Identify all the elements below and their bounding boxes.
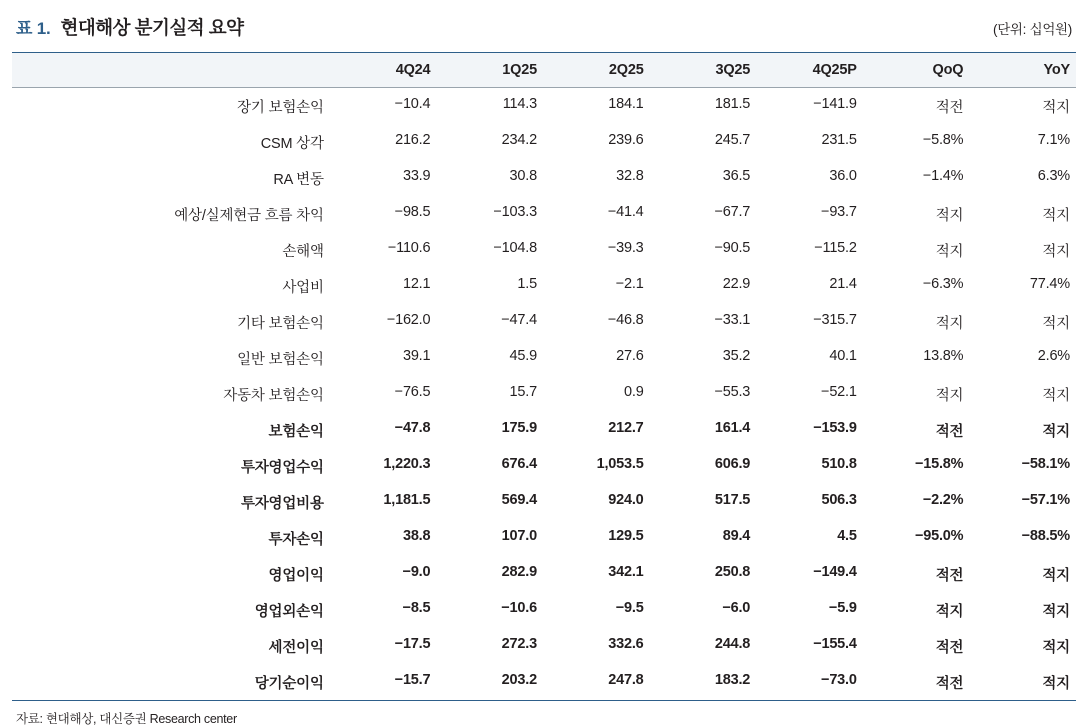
cell-2q25: 239.6 [608,131,644,148]
column-header-label [12,53,330,88]
cell-4q24: 38.8 [402,527,431,544]
cell-yoy: 적지 [1042,423,1070,440]
cell-3q25: 245.7 [714,131,751,148]
table-header-row [12,53,1076,88]
page-title: 현대해상 분기실적 요약 [60,17,244,38]
cell-2q25: 0.9 [624,383,644,400]
cell-4q24: −10.4 [394,95,431,112]
cell-qoq: 13.8% [923,347,964,364]
row-label: 세전이익 [268,639,324,656]
cell-4q25p: 36.0 [829,167,857,184]
cell-4q25p: 4.5 [837,527,857,544]
unit-note: (단위: 십억원) [993,22,1072,37]
cell-3q25: 517.5 [714,491,751,508]
cell-2q25: 332.6 [608,635,644,652]
cell-2q25: 32.8 [616,167,644,184]
financial-summary-table [12,52,1076,701]
column-header-yoy: YoY [1043,62,1070,78]
cell-qoq: 적전 [935,99,964,116]
row-label: 투자손익 [268,531,324,548]
cell-4q25p: 21.4 [829,275,857,292]
cell-qoq: −15.8% [914,455,964,472]
row-label: 영업이익 [268,567,324,584]
cell-4q25p: −115.2 [814,239,857,256]
cell-3q25: −90.5 [714,239,751,256]
cell-1q25: 203.2 [436,664,543,701]
cell-4q25p: −315.7 [813,311,857,328]
cell-3q25: 22.9 [722,275,751,292]
cell-2q25: −39.3 [607,239,644,256]
table-row [12,376,1076,412]
cell-2q25: 129.5 [608,527,644,544]
cell-1q25: 1.5 [517,275,537,292]
cell-qoq: 적지 [935,207,964,224]
cell-1q25: 114.3 [502,95,537,112]
row-label: 일반 보험손익 [237,351,324,368]
cell-4q25p: −93.7 [821,203,857,220]
cell-1q25: −103.3 [493,203,537,220]
row-label: 투자영업비용 [240,495,324,512]
table-row [12,484,1076,520]
cell-4q24: −8.5 [402,599,431,616]
cell-3q25: −6.0 [722,599,751,616]
cell-2q25: 212.7 [608,419,644,436]
cell-1q25: −47.4 [501,311,537,328]
cell-2q25: 924.0 [608,491,644,508]
cell-yoy: 77.4% [1029,275,1070,292]
cell-1q25: −104.8 [493,239,537,256]
table-row [12,232,1076,268]
cell-qoq: −6.3% [922,275,964,292]
cell-yoy: 적지 [1042,207,1070,224]
cell-3q25: −33.1 [714,311,751,328]
cell-qoq: 적전 [935,567,964,584]
cell-4q25p: −73.0 [756,664,863,701]
table-number: 표 1. [16,19,51,38]
cell-3q25: 161.4 [714,419,751,436]
cell-yoy: 적지 [1042,99,1070,116]
cell-3q25: −67.7 [714,203,751,220]
row-label: 영업외손익 [254,603,324,620]
cell-4q25p: −52.1 [821,383,857,400]
cell-3q25: 244.8 [714,635,751,652]
cell-4q25p: −5.9 [828,599,857,616]
cell-qoq: 적지 [935,603,964,620]
cell-4q24: −17.5 [394,635,431,652]
column-header-1q25: 1Q25 [502,62,537,78]
cell-yoy: 적지 [1042,567,1070,584]
column-header-4q25p: 4Q25P [812,62,857,78]
row-label: RA 변동 [273,171,324,188]
table-row [12,664,1076,701]
cell-yoy: −88.5% [1021,527,1070,544]
table-row [12,412,1076,448]
cell-3q25: 606.9 [714,455,751,472]
row-label: 손해액 [282,243,324,260]
cell-4q25p: −153.9 [813,419,857,436]
cell-3q25: 250.8 [714,563,751,580]
table-row [12,268,1076,304]
cell-2q25: 342.1 [608,563,644,580]
cell-1q25: 107.0 [501,527,537,544]
cell-1q25: 282.9 [501,563,537,580]
cell-3q25: 183.2 [650,664,757,701]
cell-3q25: 36.5 [722,167,751,184]
table-row [12,160,1076,196]
cell-1q25: 15.7 [509,383,537,400]
table-row [12,88,1076,125]
table-row [12,340,1076,376]
cell-2q25: −46.8 [607,311,644,328]
cell-2q25: 1,053.5 [596,455,644,472]
table-row [12,304,1076,340]
cell-4q25p: −141.9 [813,95,857,112]
cell-yoy: 7.1% [1037,131,1070,148]
cell-1q25: 45.9 [509,347,537,364]
cell-4q24: 216.2 [395,131,431,148]
row-label: 당기순이익 [12,664,330,701]
cell-qoq: −1.4% [922,167,964,184]
table-body [12,88,1076,701]
cell-4q25p: 506.3 [821,491,857,508]
cell-4q24: 1,181.5 [383,491,431,508]
table-row [12,124,1076,160]
cell-yoy: 적지 [1042,387,1070,404]
cell-qoq: 적지 [935,243,964,260]
cell-2q25: 184.1 [608,95,644,112]
cell-4q25p: −149.4 [813,563,857,580]
row-label: CSM 상각 [260,135,324,152]
cell-yoy: −57.1% [1021,491,1070,508]
cell-1q25: 569.4 [501,491,537,508]
cell-qoq: −2.2% [922,491,964,508]
table-header [12,0,1076,52]
cell-4q24: −15.7 [330,664,437,701]
cell-3q25: −55.3 [714,383,751,400]
cell-4q25p: 40.1 [829,347,857,364]
cell-4q24: −9.0 [402,563,431,580]
cell-4q24: −162.0 [386,311,431,328]
cell-qoq: 적전 [863,664,970,701]
cell-1q25: −10.6 [501,599,537,616]
cell-qoq: −5.8% [922,131,964,148]
cell-yoy: −58.1% [1021,455,1070,472]
column-header-qoq: QoQ [932,62,964,78]
cell-1q25: 272.3 [501,635,537,652]
cell-4q24: 1,220.3 [383,455,431,472]
cell-4q25p: −155.4 [813,635,857,652]
cell-yoy: 적지 [1042,243,1070,260]
row-label: 기타 보험손익 [237,315,324,332]
row-label: 보험손익 [268,423,324,440]
cell-3q25: 181.5 [714,95,751,112]
table-row [12,196,1076,232]
cell-4q24: −98.5 [394,203,431,220]
cell-4q24: 33.9 [402,167,431,184]
cell-4q24: 39.1 [402,347,431,364]
table-row [12,448,1076,484]
cell-4q24: −76.5 [394,383,431,400]
row-label: 장기 보험손익 [237,99,324,116]
cell-3q25: 89.4 [722,527,751,544]
cell-4q24: −110.6 [387,239,431,256]
cell-qoq: 적지 [935,387,964,404]
cell-yoy: 적지 [1042,315,1070,332]
cell-yoy: 2.6% [1037,347,1070,364]
cell-1q25: 676.4 [501,455,537,472]
cell-qoq: 적전 [935,639,964,656]
column-header-3q25: 3Q25 [715,62,751,78]
row-label: 자동차 보험손익 [223,387,324,404]
cell-4q24: 12.1 [402,275,431,292]
table-row [12,520,1076,556]
cell-2q25: −2.1 [615,275,644,292]
table-row [12,592,1076,628]
cell-yoy: 적지 [969,664,1076,701]
cell-4q25p: 231.5 [821,131,857,148]
cell-qoq: 적지 [935,315,964,332]
cell-2q25: −9.5 [615,599,644,616]
cell-yoy: 적지 [1042,639,1070,656]
column-header-4q24: 4Q24 [395,62,431,78]
row-label: 예상/실제현금 흐름 차익 [174,207,324,224]
table-row [12,556,1076,592]
cell-yoy: 적지 [1042,603,1070,620]
table-row [12,628,1076,664]
cell-1q25: 234.2 [501,131,537,148]
cell-1q25: 30.8 [509,167,537,184]
cell-2q25: 247.8 [543,664,650,701]
cell-4q25p: 510.8 [821,455,857,472]
cell-qoq: 적전 [935,423,964,440]
row-label: 투자영업수익 [240,459,324,476]
cell-2q25: 27.6 [616,347,644,364]
source-note: 자료: 현대해상, 대신증권 Research center [16,712,237,726]
table-title-group [16,14,244,40]
row-label: 사업비 [282,279,324,296]
cell-2q25: −41.4 [607,203,644,220]
column-header-2q25: 2Q25 [608,62,644,78]
cell-3q25: 35.2 [722,347,751,364]
cell-1q25: 175.9 [501,419,537,436]
cell-4q24: −47.8 [394,419,431,436]
cell-yoy: 6.3% [1037,167,1070,184]
cell-qoq: −95.0% [914,527,964,544]
